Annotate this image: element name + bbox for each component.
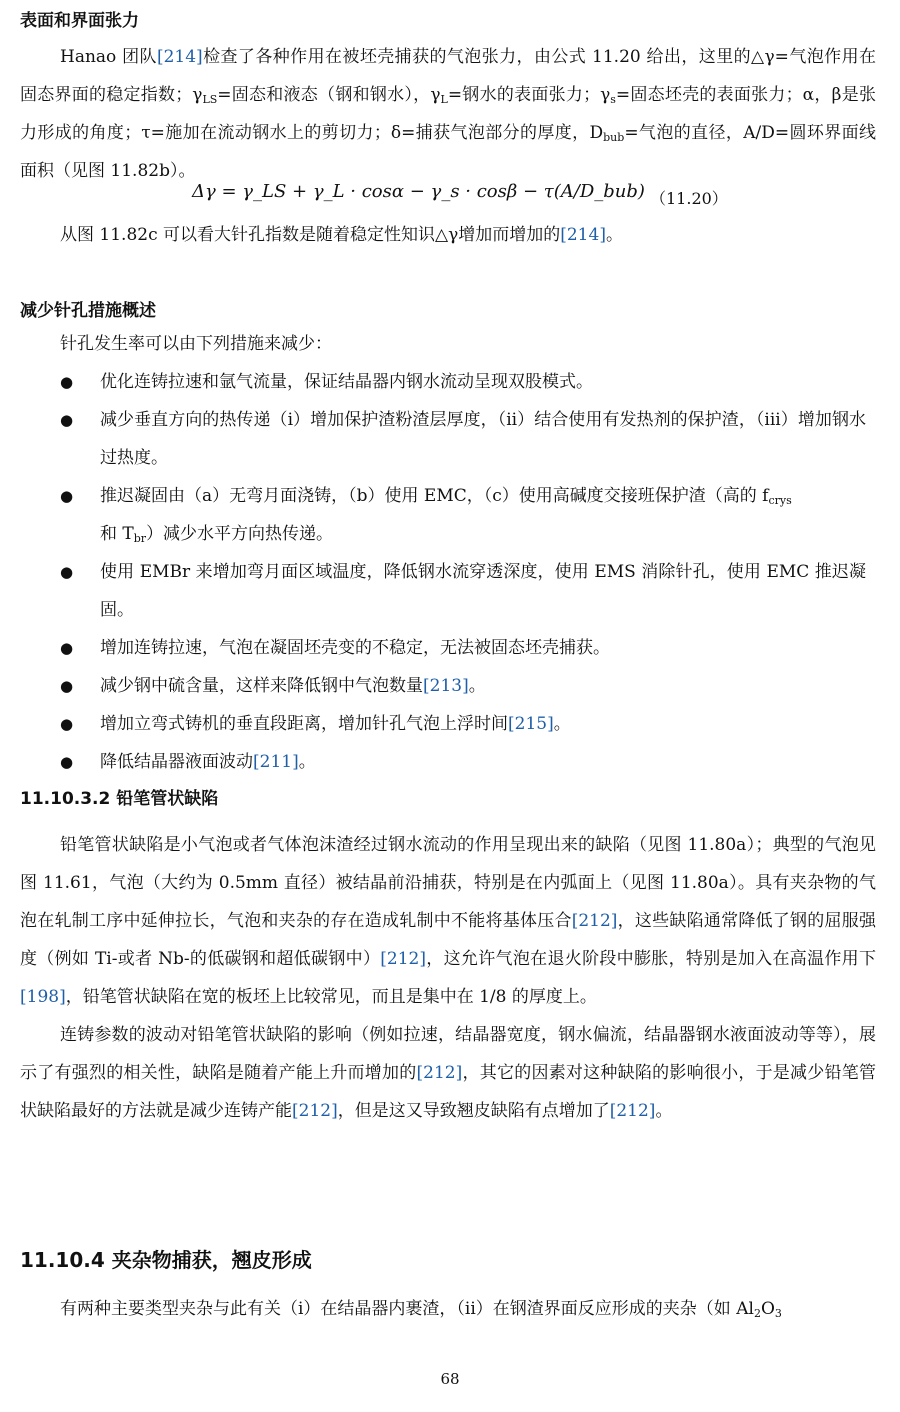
paragraph-pencil-pipe-1: 铅笔管状缺陷是小气泡或者气体泡沫渣经过钢水流动的作用呈现出来的缺陷（见图 11.80a）；典型的气泡见图 11.61，气泡（大约为 0.5mm 直径）被结晶前沿捕获，特别是在内弧面上（见图 11.80a）。具有夹杂物的气泡在轧制工序中延伸拉长，气泡和夹杂的存在造成轧制中不能将基体压合[212]，这些缺陷通常降低了钢的屈服强度（例如 Ti-或者 Nb-的低碳钢和超低碳钢中）[212]，这允许气泡在退火阶段中膨胀，特别是加入在高温作用下[198]，铅笔管状缺陷在宽的板坯上比较常见，而且是集中在 1/8 的厚度上。 连铸参数的波动对铅笔管状缺陷的影响（例如拉速，结晶器宽度，钢水偏流，结晶器钢水液面波动等等），展示了有强烈的相关性，缺陷是随着产能上升而增加的[212]，其它的因素对这种缺陷的影响很小，于是减少铅笔管状缺陷最好的方法就是减少连铸产能[212]，但是这又导致翘皮缺陷有点增加了[212]。 xyxy=(20,835,877,1121)
measures-list xyxy=(60,363,866,781)
list-item: ● 减少垂直方向的热传递（i）增加保护渣粉渣层厚度，（ii）结合使用有发热剂的保护渣，（iii）增加钢水过热度。 xyxy=(60,401,866,477)
section-heading-surface-tension: 表面和界面张力 xyxy=(20,11,139,31)
citation-link[interactable]: [212] xyxy=(292,1101,338,1121)
list-item: ● 推迟凝固由（a）无弯月面浇铸，（b）使用 EMC，（c）使用高碱度交接班保护渣（高的 $f_{crys}$ 和 $T_{br}$）减少水平方向热传递。 xyxy=(60,477,866,553)
paragraph-intro: 针孔发生率可以由下列措施来减少： xyxy=(60,334,332,354)
citation-link[interactable]: [215] xyxy=(508,714,554,734)
section-heading-inclusion-capture: 11.10.4 夹杂物捕获，翘皮形成 xyxy=(20,1248,312,1272)
equation-11-20: Δγ = γ_LS + γ_L · cosα − γ_s · cosβ − τ(A/D_bub) xyxy=(192,181,645,202)
list-item: ● 降低结晶器液面波动[211]。 xyxy=(60,743,866,781)
paragraph-surface-tension: Hanao 团队[214]检查了各种作用在被坯壳捕获的气泡张力，由公式 11.20 给出，这里的△γ=气泡作用在固态界面的稳定指数；$\gamma_{LS}=$固态和液态（钢和钢水），$\gamma_L=$钢水的表面张力；$\gamma_s=$固态坯壳的表面张力；α，β是张力形成的角度；τ=施加在流动钢水上的剪切力；δ=捕获气泡部分的厚度，$D_{bub}=$气泡的直径，A/D=圆环界面线面积（见图 11.82b）。 xyxy=(20,47,877,181)
citation-link[interactable]: [212] xyxy=(416,1063,463,1083)
list-item: ● 优化连铸拉速和氩气流量，保证结晶器内钢水流动呈现双股模式。 xyxy=(60,363,866,401)
section-heading-pencil-pipe: 11.10.3.2 铅笔管状缺陷 xyxy=(20,789,219,809)
citation-link[interactable]: [211] xyxy=(253,752,299,772)
citation-link[interactable]: [214] xyxy=(560,225,606,245)
page-number: 68 xyxy=(440,1370,460,1388)
citation-link[interactable]: [198] xyxy=(20,987,66,1007)
equation-number: （11.20） xyxy=(650,189,728,208)
paragraph-fig-11-82c: 从图 11.82c 可以看大针孔指数是随着稳定性知识△γ增加而增加的[214]。 xyxy=(60,225,623,245)
citation-link[interactable]: [212] xyxy=(609,1101,656,1121)
citation-link[interactable]: [214] xyxy=(156,47,203,67)
citation-link[interactable]: [213] xyxy=(423,676,469,696)
list-item: ● 减少钢中硫含量，这样来降低钢中气泡数量[213]。 xyxy=(60,667,866,705)
citation-link[interactable]: [212] xyxy=(380,949,426,969)
list-item: ● 增加连铸拉速，气泡在凝固坯壳变的不稳定，无法被固态坯壳捕获。 xyxy=(60,629,866,667)
paragraph-inclusion-types: 有两种主要类型夹杂与此有关（i）在结晶器内裹渣，（ii）在钢渣界面反应形成的夹杂（如 $Al_2O_3$ xyxy=(60,1299,782,1320)
list-item: ● 增加立弯式铸机的垂直段距离，增加针孔气泡上浮时间[215]。 xyxy=(60,705,866,743)
citation-link[interactable]: [212] xyxy=(571,911,618,931)
list-item: ● 使用 EMBr 来增加弯月面区域温度，降低钢水流穿透深度，使用 EMS 消除针孔，使用 EMC 推迟凝固。 xyxy=(60,553,866,629)
section-heading-pinhole-measures: 减少针孔措施概述 xyxy=(20,301,156,321)
